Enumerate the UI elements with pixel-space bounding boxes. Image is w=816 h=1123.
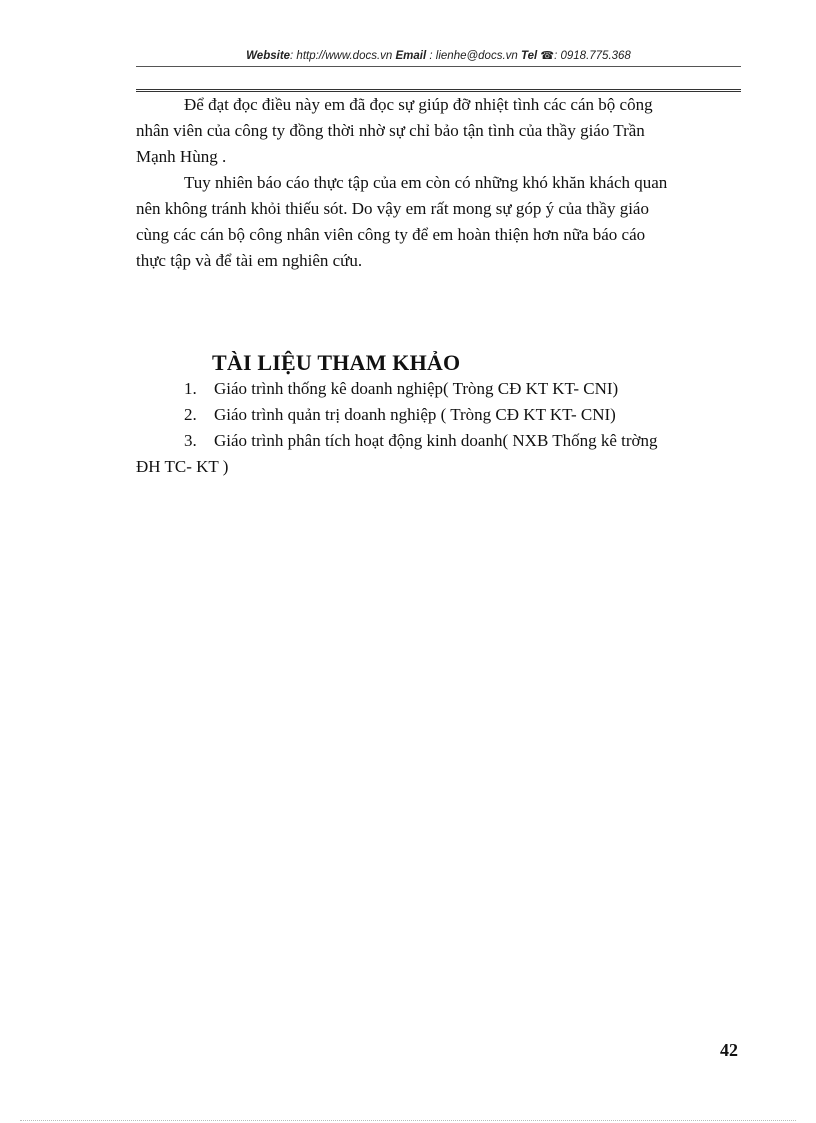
page-header <box>136 49 741 65</box>
email-value: : lienhe@docs.vn <box>426 50 521 62</box>
reference-continuation: ĐH TC- KT ) <box>136 457 229 476</box>
reference-item <box>184 376 740 402</box>
tel-value: : 0918.775.368 <box>554 50 631 62</box>
reference-text: Giáo trình phân tích hoạt động kinh doanh( NXB Thống kê trờng <box>214 431 658 450</box>
paragraph-line: Tuy nhiên báo cáo thực tập của em còn có những khó khăn khách quan <box>184 173 668 192</box>
tel-label: Tel <box>520 50 538 62</box>
reference-text: Giáo trình quản trị doanh nghiệp ( Tròng CĐ KT KT- CNI) <box>214 405 616 424</box>
paragraph-limitations <box>136 170 738 274</box>
paragraph-line: nên không tránh khỏi thiếu sót. Do vậy em rất mong sự góp ý của thầy giáo <box>136 199 649 218</box>
paragraph-acknowledgement <box>136 92 738 170</box>
reference-number: 3. <box>184 431 197 450</box>
footer-dotted-rule <box>20 1120 796 1121</box>
paragraph-line: Mạnh Hùng . <box>136 147 227 166</box>
website-label: Website <box>246 50 291 62</box>
reference-item <box>184 402 740 428</box>
reference-item <box>184 428 740 454</box>
reference-number: 2. <box>184 405 197 424</box>
email-label: Email <box>395 50 427 62</box>
reference-number: 1. <box>184 379 197 398</box>
references-title: TÀI LIỆU THAM KHẢO <box>212 350 461 375</box>
header-rule <box>136 66 741 67</box>
reference-text: Giáo trình thống kê doanh nghiệp( Tròng CĐ KT KT- CNI) <box>214 379 619 398</box>
paragraph-line: nhân viên của công ty đồng thời nhờ sự chỉ bảo tận tình của thầy giáo Trần <box>136 121 645 140</box>
paragraph-line: thực tập và để tài em nghiên cứu. <box>136 251 363 270</box>
website-value: : http://www.docs.vn <box>290 50 396 62</box>
paragraph-line: cùng các cán bộ công nhân viên công ty để em hoàn thiện hơn nữa báo cáo <box>136 225 646 244</box>
page-number: 42 <box>720 1040 738 1060</box>
paragraph-line: Để đạt đọc điều này em đã đọc sự giúp đỡ nhiệt tình các cán bộ công <box>184 95 653 114</box>
telephone-icon: ☎ <box>540 50 555 62</box>
